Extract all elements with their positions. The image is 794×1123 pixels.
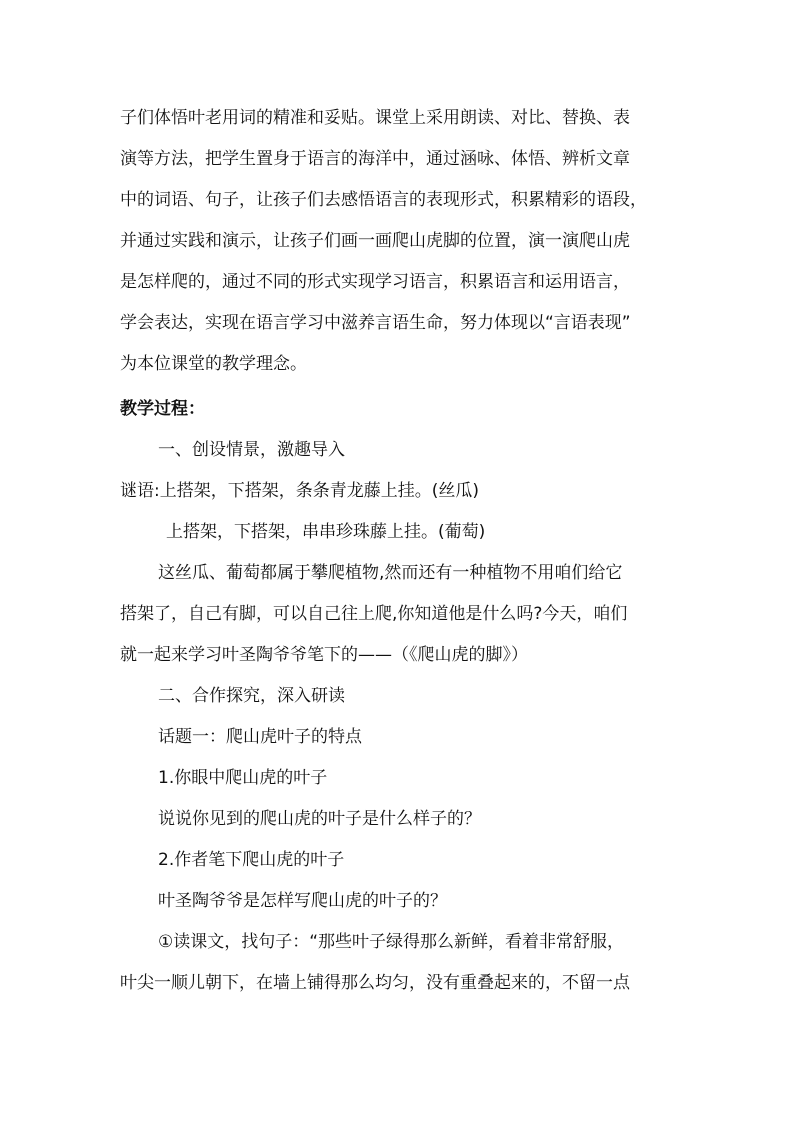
text-line: 叶圣陶爷爷是怎样写爬山虎的叶子的？ [158, 891, 447, 911]
text-line: 并通过实践和演示，让孩子们画一画爬山虎脚的位置，演一演爬山虎 [120, 231, 630, 251]
subsection-heading: 二、合作探究，深入研读 [158, 686, 345, 706]
text-line: 叶尖一顺儿朝下，在墙上铺得那么均匀，没有重叠起来的，不留一点 [120, 973, 630, 993]
section-heading: 教学过程： [120, 399, 205, 419]
topic-heading: 话题一：爬山虎叶子的特点 [158, 727, 362, 747]
text-line: 是怎样爬的，通过不同的形式实现学习语言，积累语言和运用语言， [120, 272, 630, 292]
text-line: 中的词语、句子，让孩子们去感悟语言的表现形式，积累精彩的语段， [120, 190, 647, 210]
text-line: 就一起来学习叶圣陶爷爷笔下的——（《爬山虎的脚》） [120, 645, 528, 665]
text-line: 这丝瓜、葡萄都属于攀爬植物,然而还有一种植物不用咱们给它 [158, 563, 623, 583]
text-line: 搭架了，自己有脚，可以自己往上爬,你知道他是什么吗?今天，咱们 [120, 604, 628, 624]
text-line: 子们体悟叶老用词的精准和妥贴。课堂上采用朗读、对比、替换、表 [120, 108, 630, 128]
list-item: 2.作者笔下爬山虎的叶子 [158, 850, 345, 870]
riddle-line: 上搭架，下搭架，串串珍珠藤上挂。(葡萄) [166, 522, 486, 542]
list-item: 1.你眼中爬山虎的叶子 [158, 768, 328, 788]
text-line: ①读课文，找句子：“那些叶子绿得那么新鲜，看着非常舒服， [158, 932, 625, 952]
text-line: 学会表达，实现在语言学习中滋养言语生命，努力体现以“言语表现” [120, 313, 631, 333]
text-line: 说说你见到的爬山虎的叶子是什么样子的？ [158, 809, 481, 829]
text-line: 演等方法，把学生置身于语言的海洋中，通过涵咏、体悟、辨析文章 [120, 149, 630, 169]
riddle-line: 谜语:上搭架，下搭架，条条青龙藤上挂。(丝瓜) [120, 481, 479, 501]
subsection-heading: 一、创设情景，激趣导入 [158, 440, 345, 460]
text-line: 为本位课堂的教学理念。 [120, 354, 307, 374]
